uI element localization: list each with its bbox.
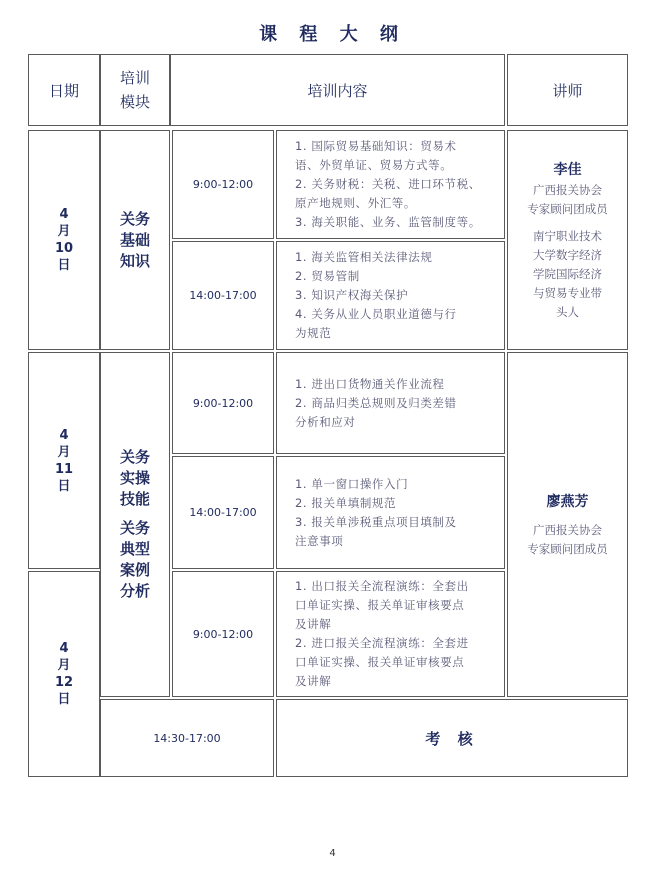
module-practice-line5: 典型	[119, 540, 150, 558]
session-content-1	[276, 130, 505, 239]
date-cell-day3	[28, 571, 100, 777]
content-line: 1. 出口报关全流程演练：全套出	[295, 579, 469, 593]
module-practice	[100, 352, 170, 697]
content-line: 及讲解	[295, 674, 332, 688]
content-line: 2. 报关单填制规范	[295, 495, 397, 510]
date-day2-line2: 月	[57, 444, 71, 460]
content-line: 口单证实操、报关单证审核要点	[295, 598, 465, 612]
content-line: 4. 关务从业人员职业道德与行	[295, 307, 457, 321]
content-line: 注意事项	[295, 533, 344, 548]
content-line: 口单证实操、报关单证审核要点	[295, 655, 465, 669]
content-line: 2. 贸易管制	[295, 269, 360, 283]
date-day1-line3: 10	[54, 241, 74, 256]
date-day2-line4: 日	[57, 478, 71, 494]
teacher-title-line: 南宁职业技术	[533, 228, 602, 243]
content-line: 2. 商品归类总规则及归类差错	[295, 395, 457, 410]
content-line: 1. 海关监管相关法律法规	[295, 250, 433, 264]
header-module	[100, 54, 170, 126]
module-practice-line1: 关务	[119, 448, 150, 466]
header-teacher-label: 讲师	[552, 81, 583, 100]
date-cell-day2	[28, 352, 100, 569]
content-line: 为规范	[295, 326, 332, 340]
teacher-title-line: 广西报关协会	[533, 522, 602, 537]
date-day1-line2: 月	[57, 224, 71, 239]
content-line: 原产地规则、外汇等。	[295, 196, 416, 210]
header-teacher	[507, 54, 628, 126]
session-time-3: 9:00-12:00	[172, 352, 274, 454]
content-line: 分析和应对	[295, 414, 356, 429]
content-line: 1. 进出口货物通关作业流程	[295, 376, 445, 391]
teacher-name: 廖燕芳	[546, 493, 589, 510]
teacher-title-line: 专家顾问团成员	[527, 201, 608, 216]
date-day2-line1: 4	[59, 427, 69, 443]
content-line: 语、外贸单证、贸易方式等。	[295, 158, 453, 172]
teacher-title-line: 大学数字经济	[533, 247, 602, 262]
module-basic-line2: 基础	[119, 230, 150, 249]
date-day3-line3: 12	[54, 675, 74, 690]
date-day3-line4: 日	[57, 692, 71, 707]
header-date-label: 日期	[48, 81, 79, 100]
content-line: 2. 进口报关全流程演练：全套进	[295, 636, 469, 650]
content-line: 3. 知识产权海关保护	[295, 288, 409, 302]
teacher-name: 李佳	[553, 161, 582, 178]
date-day3-line1: 4	[59, 641, 69, 656]
session-content-3	[276, 352, 505, 454]
content-line: 3. 海关职能、业务、监管制度等。	[295, 215, 481, 229]
module-basic-line3: 知识	[119, 251, 150, 270]
date-day1-line4: 日	[57, 258, 71, 273]
header-module-line1: 培训	[119, 69, 150, 87]
teacher-title-line: 专家顾问团成员	[527, 541, 608, 556]
session-time-5: 9:00-12:00	[172, 571, 274, 697]
content-line: 1. 国际贸易基础知识：贸易术	[295, 139, 457, 153]
page-title: 课 程 大 纲	[259, 24, 406, 45]
session-content-2	[276, 241, 505, 350]
teacher-title-line: 广西报关协会	[533, 182, 602, 197]
teacher-cell-1	[507, 130, 628, 350]
date-day1-line1: 4	[59, 207, 69, 222]
teacher-title-line: 头人	[556, 304, 579, 319]
content-line: 2. 关务财税：关税、进口环节税、	[295, 177, 481, 191]
content-line: 3. 报关单涉税重点项目填制及	[295, 514, 457, 529]
session-time-4: 14:00-17:00	[172, 456, 274, 569]
module-practice-line7: 分析	[119, 582, 150, 600]
session-content-5	[276, 571, 505, 697]
teacher-cell-2	[507, 352, 628, 697]
header-content	[170, 54, 505, 126]
header-content-label: 培训内容	[307, 81, 368, 100]
exam-time: 14:30-17:00	[100, 699, 274, 777]
date-day3-line2: 月	[57, 658, 71, 673]
session-time-1: 9:00-12:00	[172, 130, 274, 239]
module-basic	[100, 130, 170, 350]
teacher-title-line: 与贸易专业带	[533, 285, 602, 300]
exam-label: 考 核	[276, 699, 628, 777]
session-time-2: 14:00-17:00	[172, 241, 274, 350]
module-practice-line6: 案例	[119, 561, 150, 579]
module-practice-line2: 实操	[119, 469, 150, 487]
module-practice-line4: 关务	[119, 519, 150, 537]
page-number: 4	[329, 848, 336, 859]
header-module-line2: 模块	[119, 93, 150, 111]
date-day2-line3: 11	[54, 461, 74, 477]
module-basic-line1: 关务	[119, 209, 150, 228]
content-line: 及讲解	[295, 617, 332, 631]
header-date	[28, 54, 100, 126]
module-practice-line3: 技能	[119, 490, 150, 508]
teacher-title-line: 学院国际经济	[533, 266, 602, 281]
date-cell-day1	[28, 130, 100, 350]
session-content-4	[276, 456, 505, 569]
content-line: 1. 单一窗口操作入门	[295, 476, 409, 491]
